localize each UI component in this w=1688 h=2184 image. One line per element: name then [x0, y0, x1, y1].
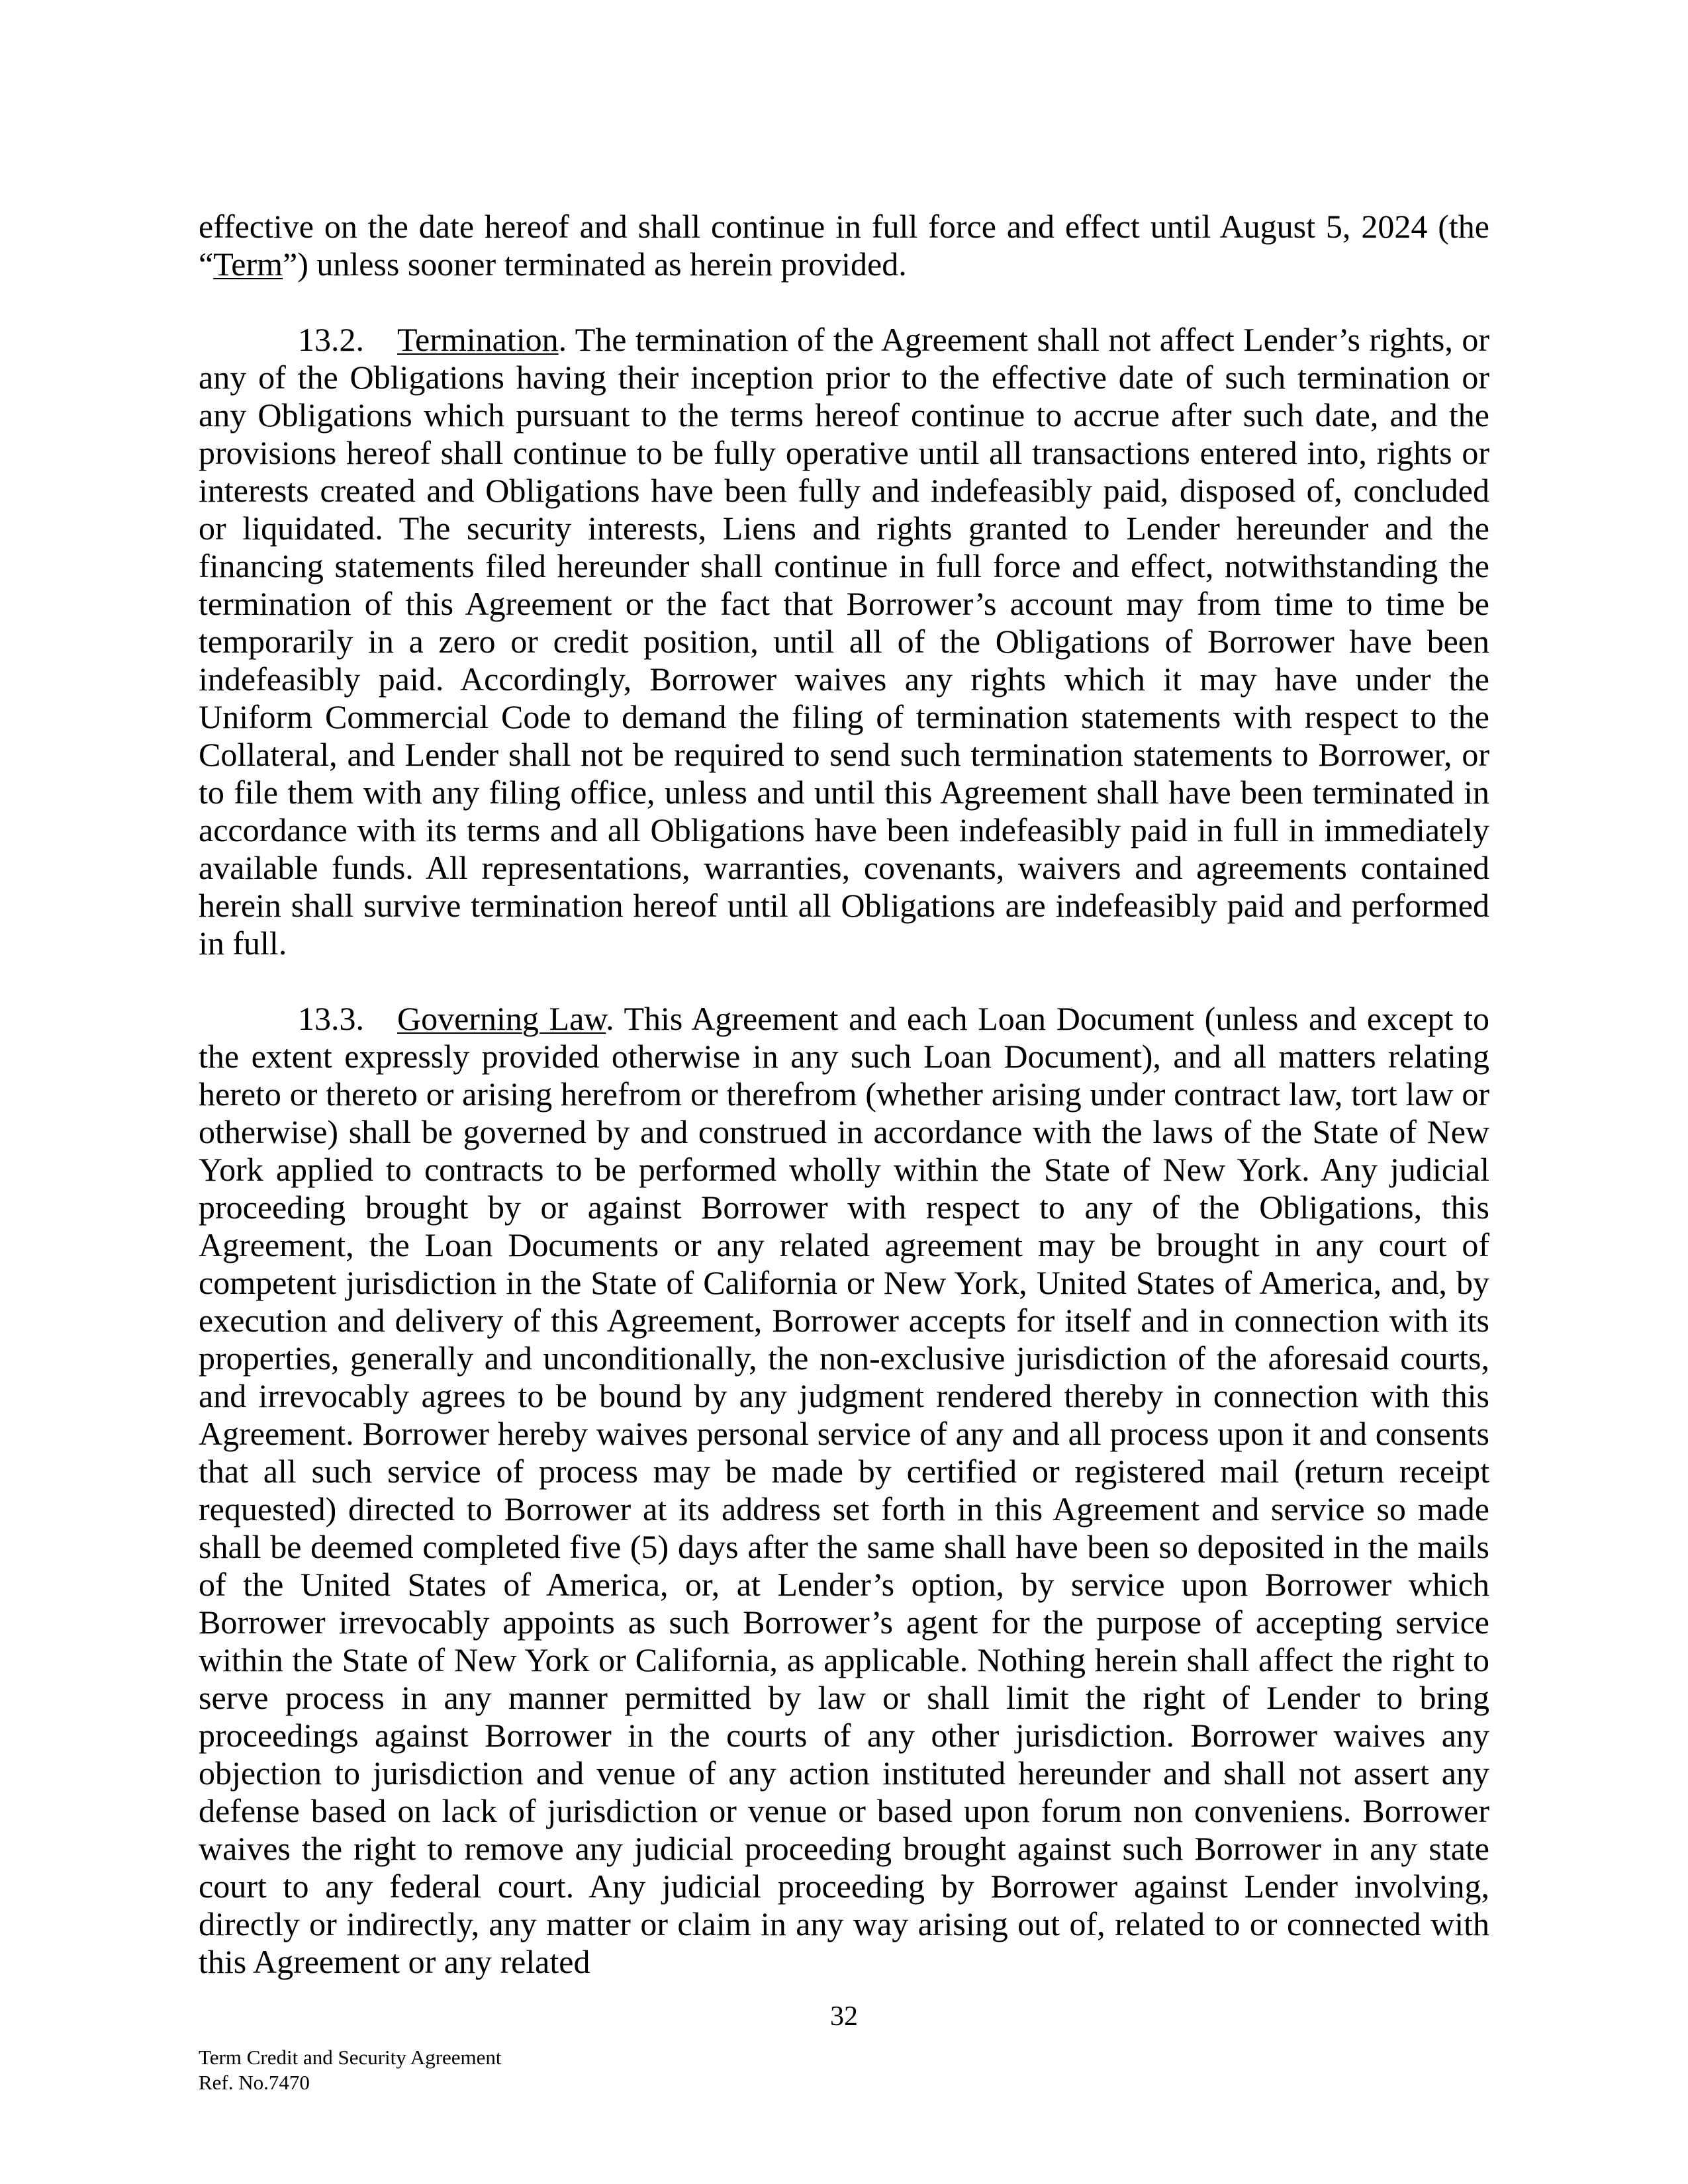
- section-13-3-governing-law: [199, 1000, 1489, 1981]
- section-13-3-number: 13.3.: [298, 1000, 364, 1037]
- section-13-2-termination: [199, 321, 1489, 962]
- section-13-2-body: . The termination of the Agreement shall not affect Lender’s rights, or any of the Obligations having their inception prior to the effective date of such termination or any Obligations which pursuant to the terms hereof continue to accrue after such date, and the provisions hereof shall continue to be fully operative until all transactions entered into, rights or interests created and Obligations have been fully and indefeasibly paid, disposed of, concluded or liquidated. The security interests, Liens and rights granted to Lender hereunder and the financing statements filed hereunder shall continue in full force and effect, notwithstanding the termination of this Agreement or the fact that Borrower’s account may from time to time be temporarily in a zero or credit position, until all of the Obligations of Borrower have been indefeasibly paid. Accordingly, Borrower waives any rights which it may have under the Uniform Commercial Code to demand the filing of termination statements with respect to the Collateral, and Lender shall not be required to send such termination statements to Borrower, or to file them with any filing office, unless and until this Agreement shall have been terminated in accordance with its terms and all Obligations have been indefeasibly paid in full in immediately available funds. All representations, warranties, covenants, waivers and agreements contained herein shall survive termination hereof until all Obligations are indefeasibly paid and performed in full.: [199, 321, 1489, 962]
- footer-reference-number: Ref. No.7470: [199, 2071, 310, 2094]
- footer-document-title: Term Credit and Security Agreement: [199, 2046, 502, 2069]
- section-13-2-heading: Termination: [397, 321, 559, 358]
- document-body: [199, 208, 1489, 2019]
- page-number: 32: [830, 2001, 858, 2032]
- term-text-after: ”) unless sooner terminated as herein provided.: [283, 246, 907, 283]
- term-defined-word: Term: [213, 246, 283, 283]
- term-text-before: effective on the date hereof and shall continue in full force and effect until August 5, 2024 (the “: [199, 208, 1489, 283]
- section-13-3-heading: Governing Law: [397, 1000, 606, 1037]
- section-13-2-number: 13.2.: [298, 321, 364, 358]
- paragraph-term: [199, 208, 1489, 283]
- section-13-3-body: . This Agreement and each Loan Document (unless and except to the extent expressly provided otherwise in any such Loan Document), and all matters relating hereto or thereto or arising herefrom or therefrom (whether arising under contract law, tort law or otherwise) shall be governed by and construed in accordance with the laws of the State of New York applied to contracts to be performed wholly within the State of New York. Any judicial proceeding brought by or against Borrower with respect to any of the Obligations, this Agreement, the Loan Documents or any related agreement may be brought in any court of competent jurisdiction in the State of California or New York, United States of America, and, by execution and delivery of this Agreement, Borrower accepts for itself and in connection with its properties, generally and unconditionally, the non-exclusive jurisdiction of the aforesaid courts, and irrevocably agrees to be bound by any judgment rendered thereby in connection with this Agreement. Borrower hereby waives personal service of any and all process upon it and consents that all such service of process may be made by certified or registered mail (return receipt requested) directed to Borrower at its address set forth in this Agreement and service so made shall be deemed completed five (5) days after the same shall have been so deposited in the mails of the United States of America, or, at Lender’s option, by service upon Borrower which Borrower irrevocably appoints as such Borrower’s agent for the purpose of accepting service within the State of New York or California, as applicable. Nothing herein shall affect the right to serve process in any manner permitted by law or shall limit the right of Lender to bring proceedings against Borrower in the courts of any other jurisdiction. Borrower waives any objection to jurisdiction and venue of any action instituted hereunder and shall not assert any defense based on lack of jurisdiction or venue or based upon forum non conveniens. Borrower waives the right to remove any judicial proceeding brought against such Borrower in any state court to any federal court. Any judicial proceeding by Borrower against Lender involving, directly or indirectly, any matter or claim in any way arising out of, related to or connected with this Agreement or any related: [199, 1000, 1489, 1980]
- footer: [199, 2045, 502, 2095]
